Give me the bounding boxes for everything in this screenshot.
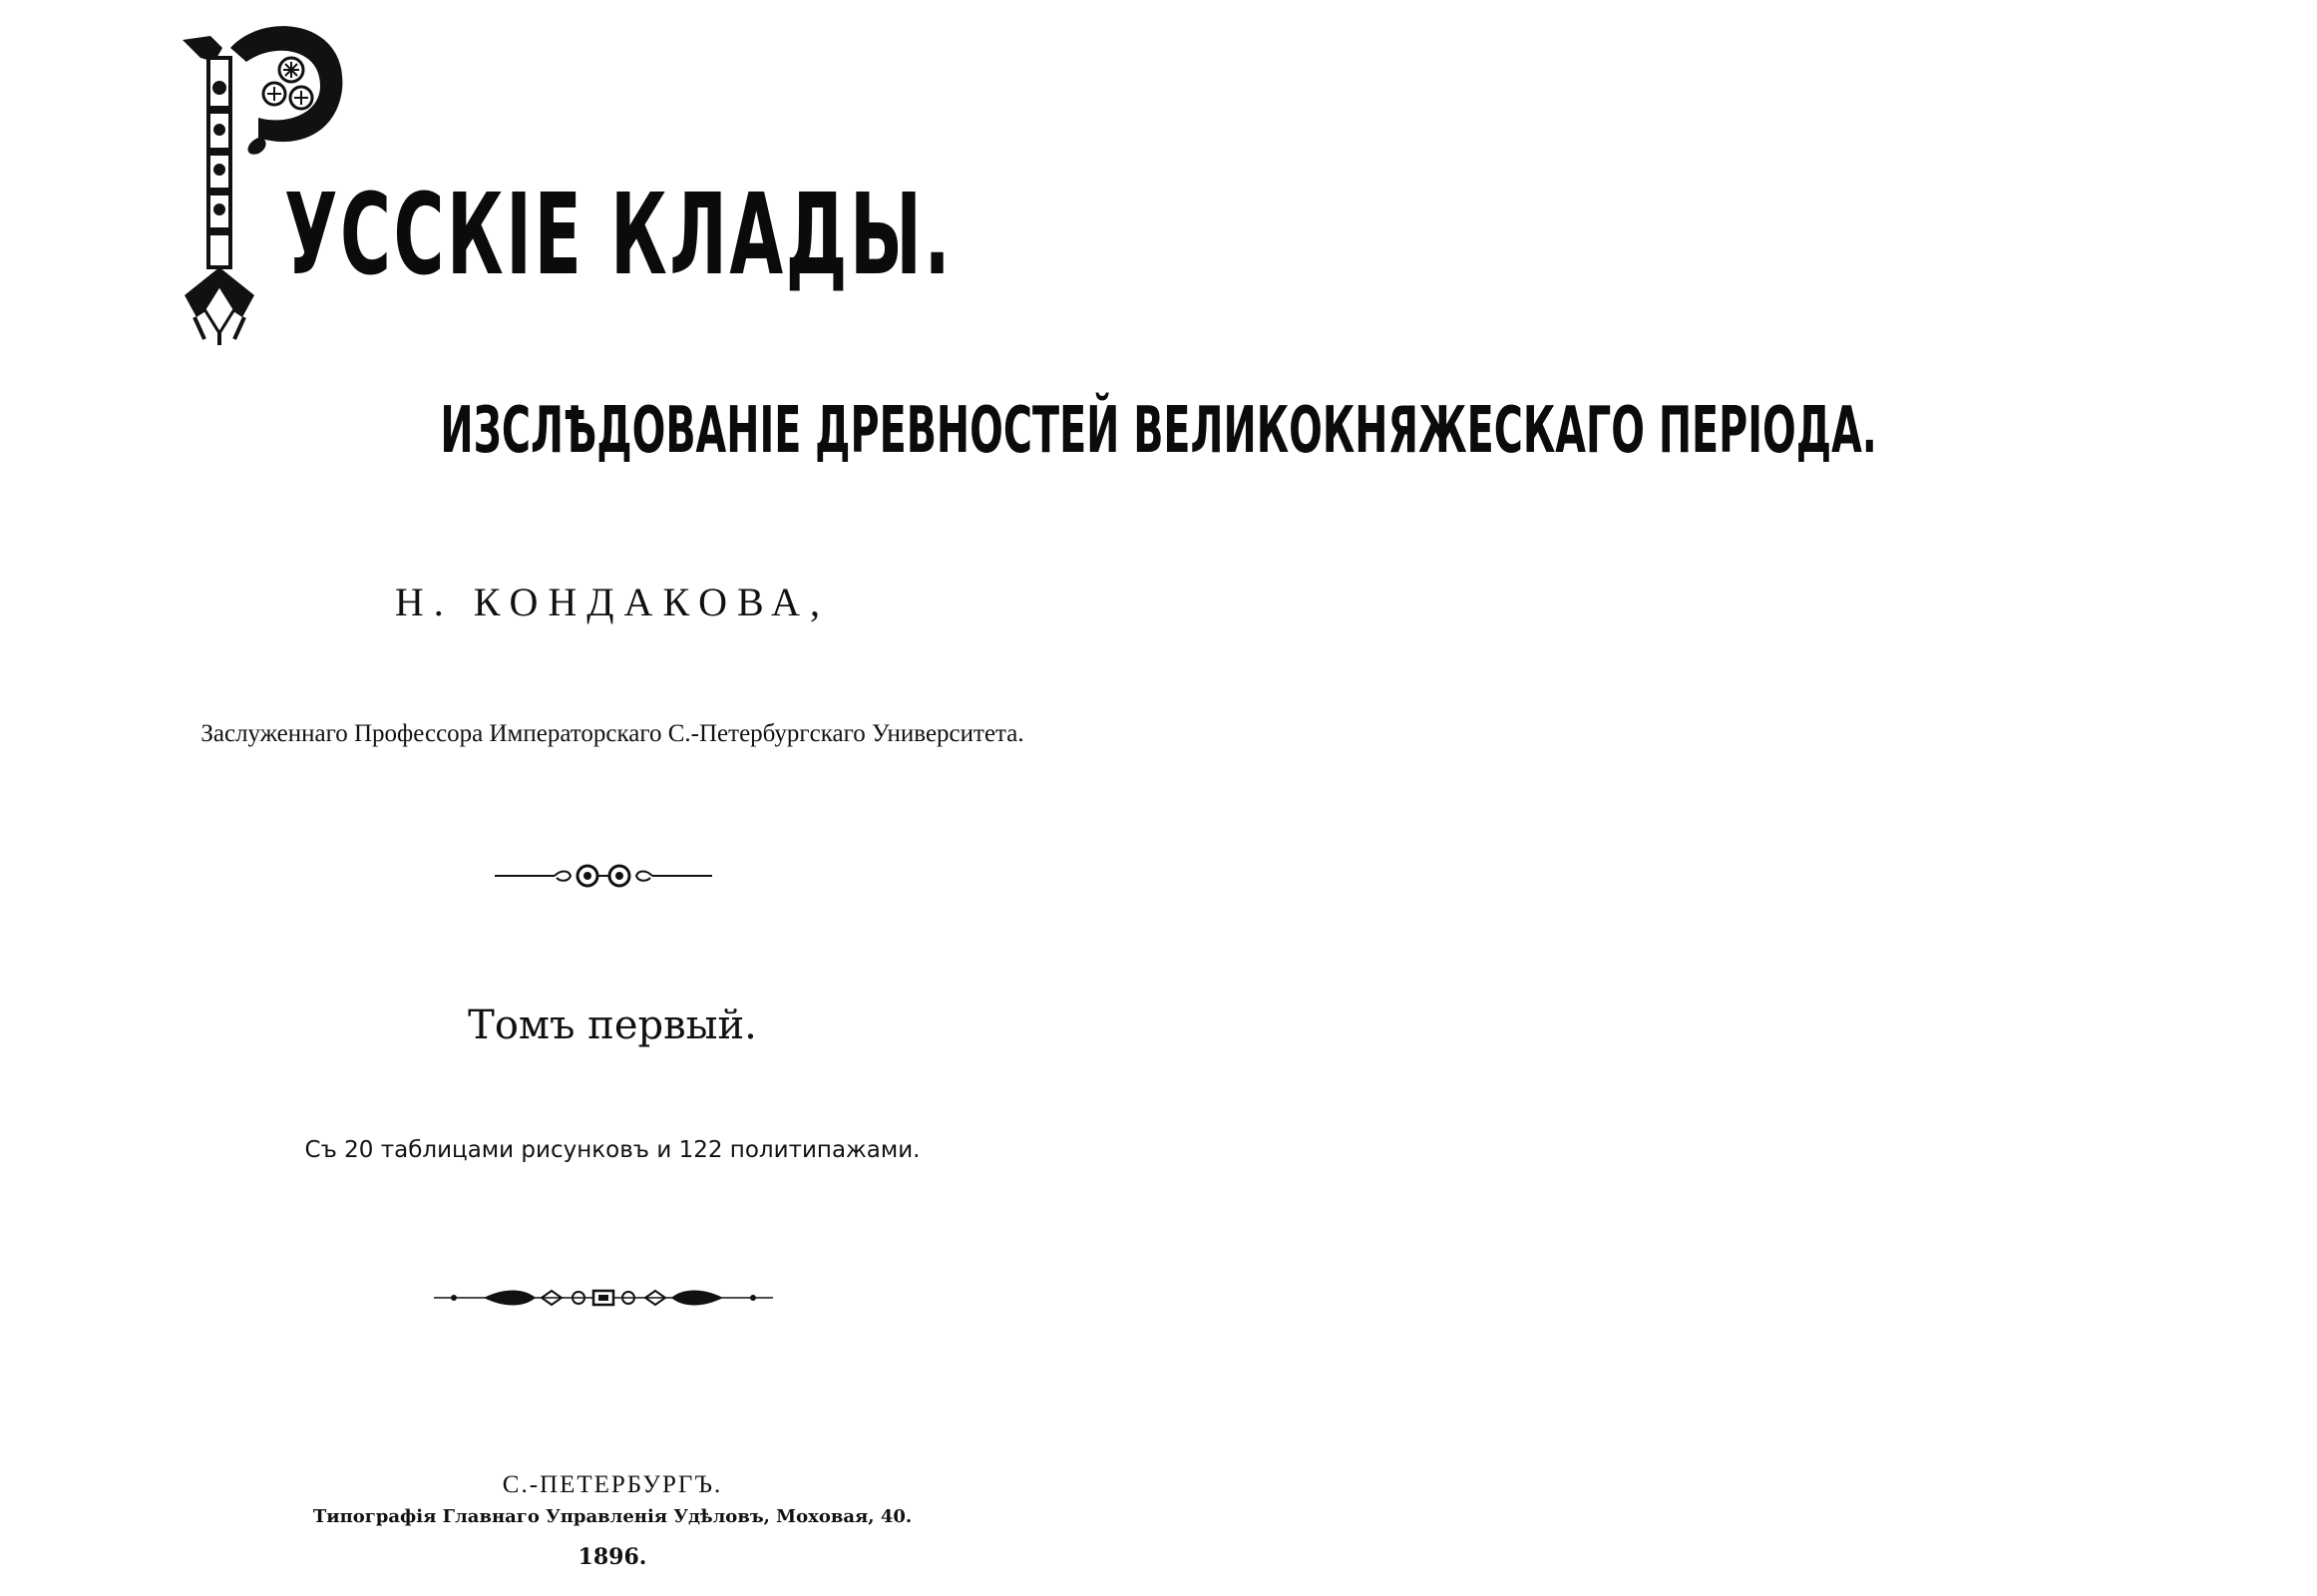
vine-ornament-icon [434, 1285, 773, 1311]
subtitle [0, 391, 1877, 471]
subtitle-text: ИЗСЛѢДОВАНІЕ ДРЕВНОСТЕЙ ВЕЛИКОКНЯЖЕСКАГО ПЕРІОДА. [440, 394, 1877, 468]
author-name: Н. КОНДАКОВА, [394, 580, 831, 624]
main-title [175, 18, 1072, 347]
title-text: УССКІЕ КЛАДЫ. [284, 171, 954, 300]
scroll-ornament-icon [495, 860, 712, 892]
illustrations-note: Съ 20 таблицами рисунковъ и 122 политипажами. [304, 1137, 921, 1163]
imprint-press: Типографія Главнаго Управленія Удѣловъ, Моховая, 40. [312, 1506, 913, 1527]
imprint-city: С.-ПЕТЕРБУРГЪ. [502, 1471, 723, 1498]
author-affiliation: Заслуженнаго Профессора Императорскаго С.-Петербургскаго Университета. [200, 720, 1024, 747]
imprint-year: 1896. [578, 1544, 647, 1570]
volume-label: Томъ первый. [468, 1002, 757, 1048]
